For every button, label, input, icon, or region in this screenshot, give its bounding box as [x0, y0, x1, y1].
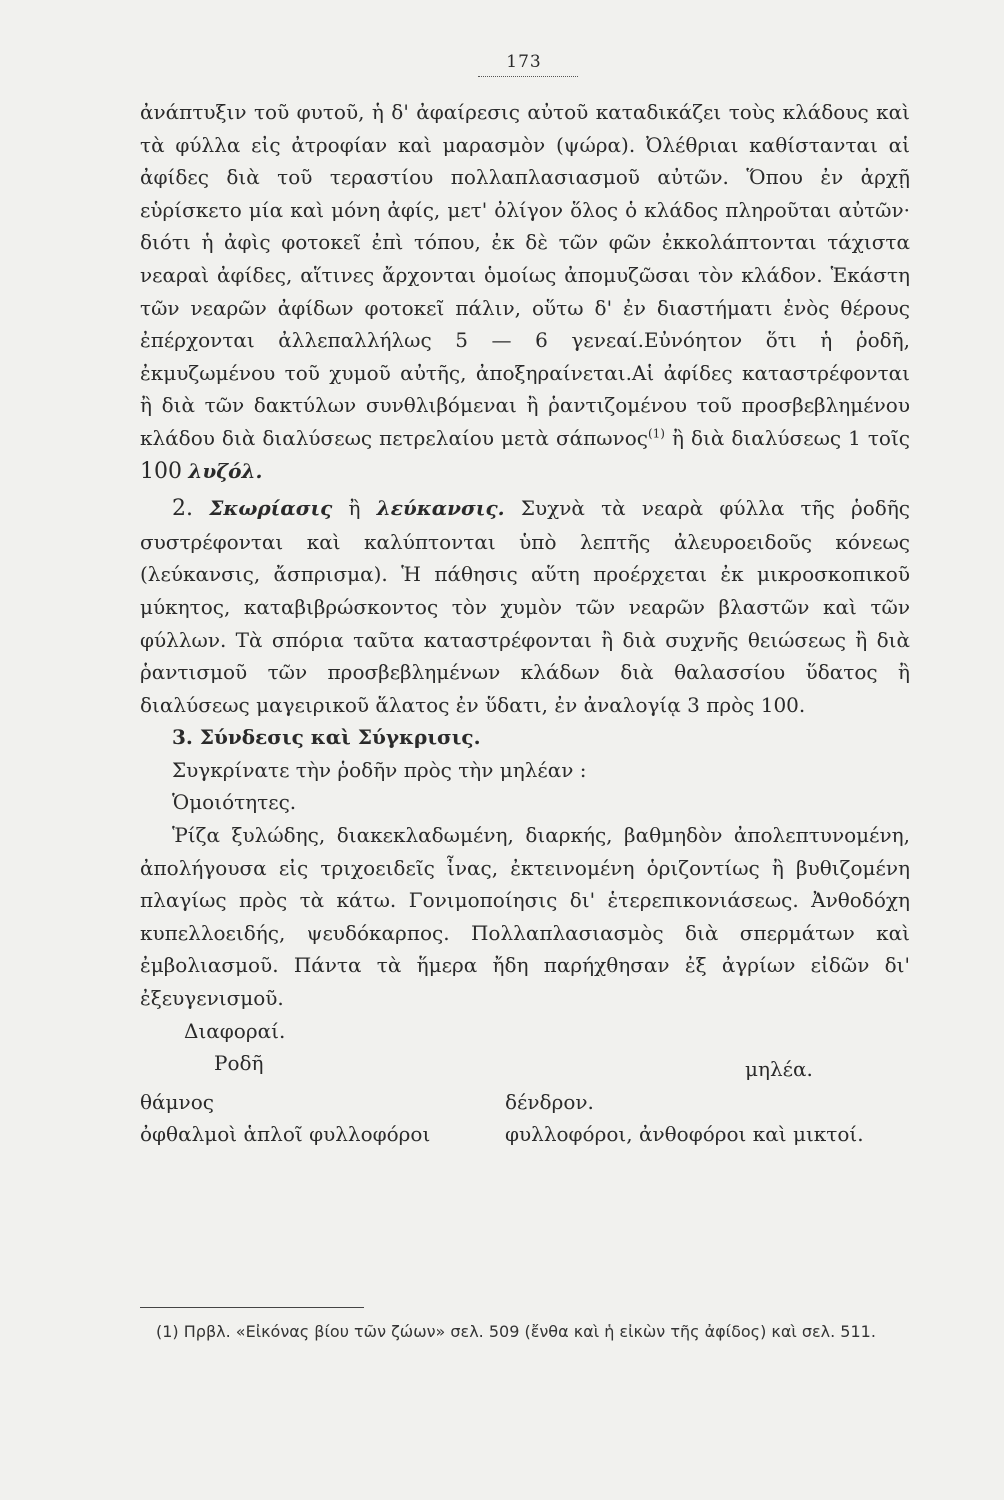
- differences-title: Διαφοραί.: [184, 1018, 286, 1043]
- comparison-row: [140, 1086, 910, 1119]
- comparison-right: δένδρον.: [505, 1089, 594, 1114]
- body-text: [140, 96, 910, 1151]
- page-number: 173: [506, 52, 542, 72]
- section-2-text: Συχνὰ τὰ νεαρὰ φύλλα τῆς ῥοδῆς συστρέφονται καὶ καλύπτονται ὑπὸ λεπτῆς ἀλευροειδοῦς κόνεως (λεύκανσις, ἄσπρισμα). Ἡ πάθησις αὕτη προέρχεται ἐκ μικροσκοπικοῦ μύκητος, καταβιβρώσκοντος τὸν χυμὸν τῶν νεαρῶν βλαστῶν καὶ τῶν φύλλων. Τὰ σπόρια ταῦτα καταστρέφονται ἢ διὰ συχνῆς θειώσεως ἢ διὰ ῥαντισμοῦ τῶν προσβεβλημένων κλάδων διὰ θαλασσίου ὕδατος ἢ διαλύσεως μαγειρικοῦ ἅλατος ἐν ὕδατι, ἐν ἀναλογίᾳ 3 πρὸς 100.: [140, 496, 911, 717]
- similarities-text: Ῥίζα ξυλώδης, διακεκλαδωμένη, διαρκής, βαθμηδὸν ἀπολεπτυνομένη, ἀπολήγουσα εἰς τριχοειδεῖς ἶνας, ἐκτεινομένη ὁριζοντίως ἢ βυθιζομένη πλαγίως πρὸς τὰ κάτω. Γονιμοποίησις δι' ἑτερεπικονιάσεως. Ἀνθοδόχη κυπελλοειδής, ψευδόκαρπος. Πολλαπλασιασμὸς διὰ σπερμάτων καὶ ἐμβολιασμοῦ. Πάντα τὰ ἥμερα ἤδη παρήχθησαν ἐξ ἀγρίων εἰδῶν δι' ἐξευγενισμοῦ.: [140, 823, 910, 1011]
- section-3-heading: 3. Σύνδεσις καὶ Σύγκρισις.: [172, 725, 481, 750]
- footnote-text: (1) Πρβλ. «Εἰκόνας βίου τῶν ζώων» σελ. 509 (ἔνθα καὶ ἡ εἰκὼν τῆς ἀφίδος) καὶ σελ. 511.: [156, 1322, 876, 1341]
- paragraph-aphids-tail: ἢ διὰ διαλύσεως 1 τοῖς: [664, 425, 911, 450]
- section-3-instruction: Συγκρίνατε τὴν ῥοδῆν πρὸς τὴν μηλέαν :: [172, 757, 587, 782]
- paragraph-rust: [140, 492, 910, 721]
- comparison-left: θάμνος: [140, 1089, 214, 1114]
- paragraph-aphids: [140, 96, 910, 488]
- section-2-heading: Σκωρίασις: [209, 496, 333, 521]
- paragraph-aphids-text: ἀνάπτυξιν τοῦ φυτοῦ, ἡ δ' ἀφαίρεσις αὐτοῦ καταδικάζει τοὺς κλάδους καὶ τὰ φύλλα εἰς ἀτροφίαν καὶ μαρασμὸν (ψώρα). Ὀλέθριαι καθίστανται αἱ ἀφίδες διὰ τοῦ τεραστίου πολλαπλασιασμοῦ αὐτῶν. Ὅπου ἐν ἀρχῇ εὑρίσκετο μία καὶ μόνη ἀφίς, μετ' ὀλίγον ὅλος ὁ κλάδος πληροῦται αὐτῶν· διότι ἡ ἀφὶς φοτοκεῖ ἐπὶ τόπου, ἐκ δὲ τῶν φῶν ἐκκολάπτονται τάχιστα νεαραὶ ἀφίδες, αἵτινες ἄρχονται ὁμοίως ἀπομυζῶσαι τὸν κλάδον. Ἑκάστη τῶν νεαρῶν ἀφίδων φοτοκεῖ πάλιν, οὕτω δ' ἐν διαστήματι ἑνὸς θέρους ἐπέρχονται ἀλλεπαλλήλως 5 — 6 γενεαί.Εὐνόητον ὅτι ἡ ῥοδῆ, ἐκμυζωμένου τοῦ χυμοῦ αὐτῆς, ἀποξηραίνεται.Αἱ ἀφίδες καταστρέφονται ἢ διὰ τῶν δακτύλων συνθλιβόμεναι ἢ ῥαντιζομένου τοῦ προσβεβλημένου κλάδου διὰ διαλύσεως πετρελαίου μετὰ σάπωνος: [140, 100, 910, 450]
- comparison-row: [140, 1118, 910, 1151]
- section-2-number: 2.: [172, 496, 193, 522]
- footnote-marker: (1): [647, 426, 665, 441]
- lysol-term: λυζόλ.: [188, 458, 263, 483]
- comparison-left-head: Ροδῆ: [214, 1051, 264, 1076]
- comparison-header: [140, 1047, 910, 1086]
- page-number-rule: [478, 76, 578, 77]
- comparison-right-head: μηλέα.: [745, 1057, 813, 1082]
- section-2-heading-alt: λεύκανσις.: [376, 496, 505, 521]
- similarities-title: Ὁμοιότητες.: [172, 790, 297, 815]
- comparison-right: φυλλοφόροι, ἀνθοφόροι καὶ μικτοί.: [505, 1122, 864, 1147]
- comparison-left: ὀφθαλμοὶ ἁπλοῖ φυλλοφόροι: [140, 1122, 431, 1147]
- paragraph-aphids-number: 100: [140, 458, 182, 484]
- section-2-conj: ἢ: [332, 496, 377, 521]
- footnote-rule: [140, 1307, 364, 1308]
- footnote: [140, 1318, 910, 1345]
